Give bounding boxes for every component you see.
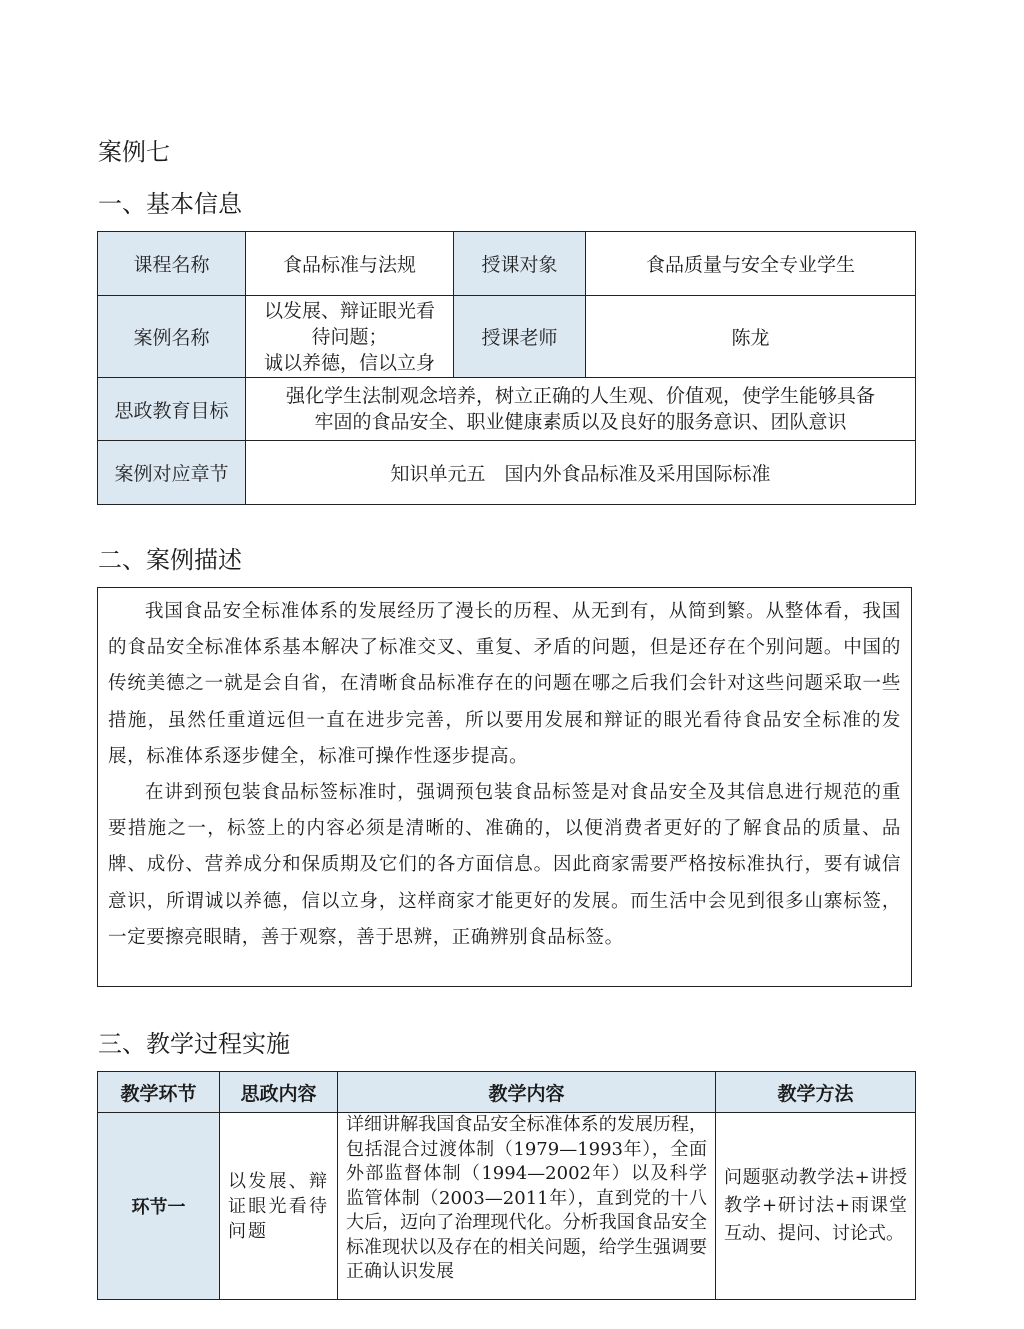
col-header-stage: 教学环节 bbox=[98, 1072, 220, 1113]
col-header-content: 教学内容 bbox=[338, 1072, 716, 1113]
audience-label: 授课对象 bbox=[454, 232, 586, 296]
goal-line: 牢固的食品安全、职业健康素质以及良好的服务意识、团队意识 bbox=[314, 411, 847, 433]
teacher-value: 陈龙 bbox=[586, 296, 916, 378]
goal-value bbox=[246, 378, 916, 441]
method-cell: 问题驱动教学法+讲授教学+研讨法+雨课堂互动、提问、讨论式。 bbox=[716, 1113, 916, 1300]
col-header-method: 教学方法 bbox=[716, 1072, 916, 1113]
teaching-process-table bbox=[97, 1071, 916, 1300]
section-heading-case-description: 二、案例描述 bbox=[98, 546, 242, 574]
goal-label: 思政教育目标 bbox=[98, 378, 246, 441]
case-title: 案例七 bbox=[98, 138, 170, 166]
case-name-line: 待问题； bbox=[311, 325, 388, 348]
section-heading-basic-info: 一、基本信息 bbox=[98, 190, 242, 218]
teacher-label: 授课老师 bbox=[454, 296, 586, 378]
basic-info-table bbox=[97, 231, 916, 505]
case-name-line: 诚以养德，信以立身 bbox=[263, 351, 435, 374]
chapter-label: 案例对应章节 bbox=[98, 441, 246, 505]
ideology-cell: 以发展、辩证眼光看待问题 bbox=[220, 1113, 338, 1300]
goal-line: 强化学生法制观念培养，树立正确的人生观、价值观，使学生能够具备 bbox=[285, 385, 875, 407]
course-name-value: 食品标准与法规 bbox=[246, 232, 454, 296]
case-description-box bbox=[97, 587, 912, 987]
table-row bbox=[98, 1113, 916, 1300]
content-cell bbox=[338, 1113, 716, 1300]
case-name-line: 以发展、辩证眼光看 bbox=[263, 299, 435, 322]
audience-value: 食品质量与安全专业学生 bbox=[586, 232, 916, 296]
chapter-value: 知识单元五 国内外食品标准及采用国际标准 bbox=[246, 441, 916, 505]
content-text: 详细讲解我国食品安全标准体系的发展历程，包括混合过渡体制（1979—1993年），全面外部监督体制（1994—2002年）以及科学监管体制（2003—2011年），直到党的十八大后，迈向了治理现代化。分析我国食品安全标准现状以及存在的相关问题，给学生强调要正确认识发展 bbox=[346, 1114, 707, 1282]
description-paragraph: 我国食品安全标准体系的发展经历了漫长的历程、从无到有，从简到繁。从整体看，我国的食品安全标准体系基本解决了标准交叉、重复、矛盾的问题，但是还存在个别问题。中国的传统美德之一就是会自省，在清晰食品标准存在的问题在哪之后我们会针对这些问题采取一些措施，虽然任重道远但一直在进步完善，所以要用发展和辩证的眼光看待食品安全标准的发展，标准体系逐步健全，标准可操作性逐步提高。 bbox=[108, 601, 901, 767]
description-paragraph: 在讲到预包装食品标签标准时，强调预包装食品标签是对食品安全及其信息进行规范的重要措施之一，标签上的内容必须是清晰的、准确的，以便消费者更好的了解食品的质量、品牌、成份、营养成分和保质期及它们的各方面信息。因此商家需要严格按标准执行，要有诚信意识，所谓诚以养德，信以立身，这样商家才能更好的发展。而生活中会见到很多山寨标签，一定要擦亮眼睛，善于观察，善于思辨，正确辨别食品标签。 bbox=[108, 782, 901, 948]
stage-cell: 环节一 bbox=[98, 1113, 220, 1300]
course-name-label: 课程名称 bbox=[98, 232, 246, 296]
case-name-label: 案例名称 bbox=[98, 296, 246, 378]
case-name-value bbox=[246, 296, 454, 378]
col-header-ideology: 思政内容 bbox=[220, 1072, 338, 1113]
section-heading-teaching-process: 三、教学过程实施 bbox=[98, 1030, 290, 1058]
